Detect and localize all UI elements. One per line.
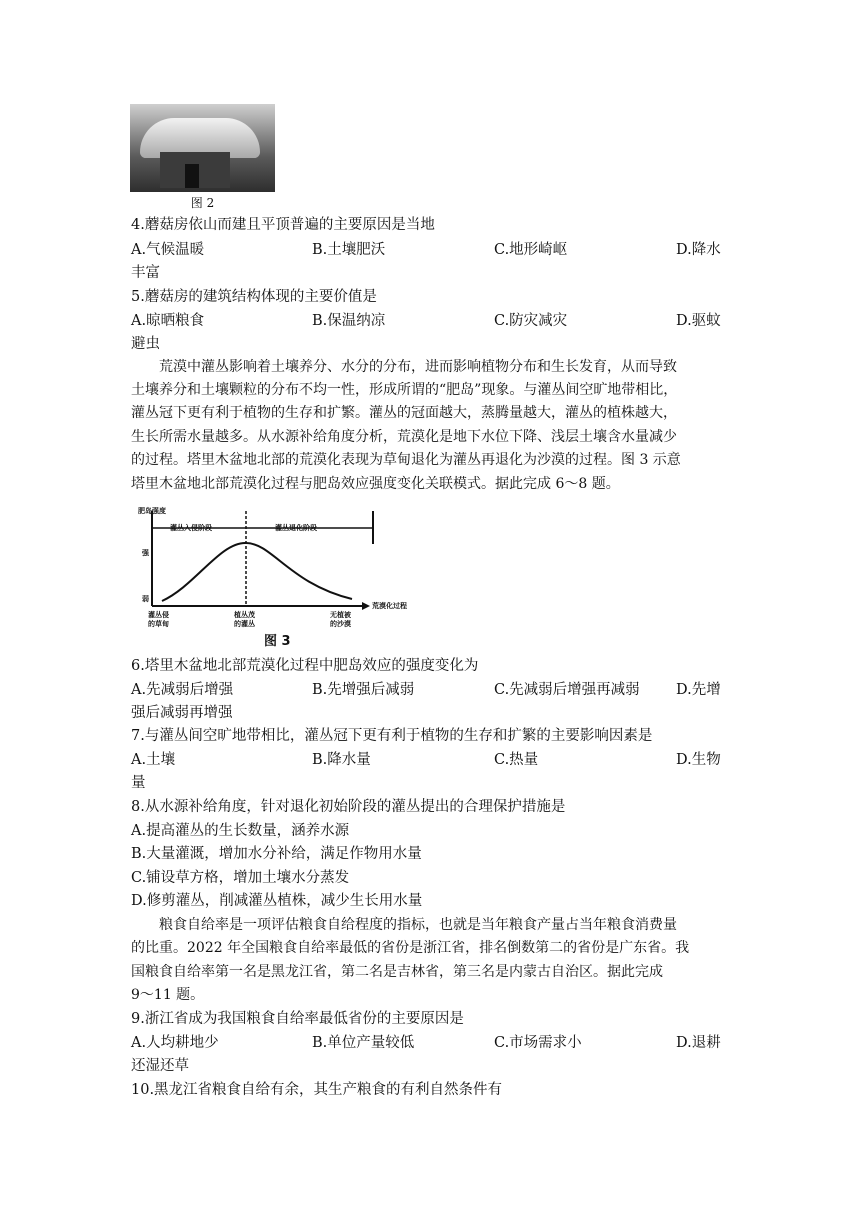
x-axis-arrow [362, 602, 370, 610]
q6-stem: 6.塔里木盆地北部荒漠化过程中肥岛效应的强度变化为 [131, 658, 479, 674]
x-tick-3b: 的沙漠 [330, 620, 351, 628]
q7-option-d-cont: 量 [131, 775, 146, 791]
passage-2-line: 粮食自给率是一项评估粮食自给程度的指标，也就是当年粮食产量占当年粮食消费量 [159, 917, 677, 933]
q7-option-a: A.土壤 [131, 752, 176, 768]
q5-option-b: B.保温纳凉 [312, 313, 386, 329]
q9-option-d: D.退耕 [676, 1035, 721, 1051]
y-high-label: 强 [142, 549, 149, 557]
passage-1-line: 生长所需水量越多。从水源补给角度分析，荒漠化是地下水位下降、浅层土壤含水量减少 [131, 429, 677, 445]
passage-2-line: 的比重。2022 年全国粮食自给率最低的省份是浙江省，排名倒数第二的省份是广东省。我 [131, 940, 690, 956]
q9-option-c: C.市场需求小 [494, 1035, 582, 1051]
q9-option-b: B.单位产量较低 [312, 1035, 415, 1051]
q8-option-b: B.大量灌溉，增加水分补给，满足作物用水量 [131, 846, 422, 862]
figure-3-caption: 图 3 [264, 634, 291, 649]
q4-option-a: A.气候温暖 [131, 242, 205, 258]
q8-stem: 8.从水源补给角度，针对退化初始阶段的灌丛提出的合理保护措施是 [131, 799, 566, 815]
passage-1-line: 荒漠中灌丛影响着土壤养分、水分的分布，进而影响植物分布和生长发育，从而导致 [159, 359, 677, 375]
y-axis-label: 肥岛强度 [138, 507, 166, 515]
x-tick-1a: 灌丛侵 [148, 611, 169, 619]
q8-option-a: A.提高灌丛的生长数量，涵养水源 [131, 823, 350, 839]
x-tick-2b: 的灌丛 [234, 620, 255, 628]
q4-stem: 4.蘑菇房依山而建且平顶普遍的主要原因是当地 [131, 217, 435, 233]
fertile-island-curve [162, 543, 352, 601]
q7-option-c: C.热量 [494, 752, 539, 768]
q5-stem: 5.蘑菇房的建筑结构体现的主要价值是 [131, 289, 377, 305]
q6-option-b: B.先增强后减弱 [312, 682, 415, 698]
passage-1-line: 土壤养分和土壤颗粒的分布不均一性，形成所谓的“肥岛”现象。与灌丛间空旷地带相比， [131, 382, 678, 398]
q6-option-d-cont: 强后减弱再增强 [131, 705, 233, 721]
q10-stem: 10.黑龙江省粮食自给有余，其生产粮食的有利自然条件有 [131, 1082, 503, 1098]
q5-option-a: A.晾晒粮食 [131, 313, 205, 329]
q5-option-c: C.防灾减灾 [494, 313, 568, 329]
q6-option-c: C.先减弱后增强再减弱 [494, 682, 640, 698]
passage-1-line: 的过程。塔里木盆地北部的荒漠化表现为草甸退化为灌丛再退化为沙漠的过程。图 3 示意 [131, 452, 681, 468]
passage-1 [131, 356, 726, 379]
figure-3 [140, 506, 430, 652]
q9-stem: 9.浙江省成为我国粮食自给率最低省份的主要原因是 [131, 1011, 464, 1027]
q7-option-d: D.生物 [676, 752, 721, 768]
x-tick-3a: 无植被 [330, 611, 351, 619]
stage-1-label: 灌丛入侵阶段 [170, 524, 212, 532]
door-shape [185, 164, 199, 188]
q4-option-b: B.土壤肥沃 [312, 242, 386, 258]
passage-1-line: 灌丛冠下更有利于植物的生存和扩繁。灌丛的冠面越大，蒸腾量越大，灌丛的植株越大， [131, 405, 677, 421]
x-axis-label: 荒漠化过程 [372, 602, 407, 610]
figure-2-caption: 图 2 [190, 196, 215, 210]
q7-stem: 7.与灌丛间空旷地带相比，灌丛冠下更有利于植物的生存和扩繁的主要影响因素是 [131, 728, 653, 744]
q4-option-d-cont: 丰富 [131, 265, 160, 281]
x-tick-1b: 的草甸 [148, 620, 169, 628]
y-low-label: 弱 [142, 595, 149, 603]
passage-2-line: 国粮食自给率第一名是黑龙江省，第二名是吉林省，第三名是内蒙古自治区。据此完成 [131, 964, 663, 980]
q9-option-d-cont: 还湿还草 [131, 1058, 189, 1074]
q9-option-a: A.人均耕地少 [131, 1035, 219, 1051]
figure-2 [130, 104, 275, 210]
q4-option-c: C.地形崎岖 [494, 242, 568, 258]
q6-option-d: D.先增 [676, 682, 721, 698]
q7-option-b: B.降水量 [312, 752, 371, 768]
mushroom-house-photo [130, 104, 275, 192]
q4-option-d: D.降水 [676, 242, 721, 258]
x-tick-2a: 植丛茂 [234, 611, 255, 619]
passage-2-line: 9～11 题。 [131, 987, 205, 1003]
passage-1-line: 塔里木盆地北部荒漠化过程与肥岛效应强度变化关联模式。据此完成 6～8 题。 [131, 476, 620, 492]
q5-option-d: D.驱蚊 [676, 313, 721, 329]
q6-option-a: A.先减弱后增强 [131, 682, 234, 698]
stage-2-label: 灌丛退化阶段 [275, 524, 317, 532]
q8-option-c: C.铺设草方格，增加土壤水分蒸发 [131, 870, 350, 886]
q8-option-d: D.修剪灌丛，削减灌丛植株，减少生长用水量 [131, 893, 423, 909]
q5-option-d-cont: 避虫 [131, 336, 160, 352]
